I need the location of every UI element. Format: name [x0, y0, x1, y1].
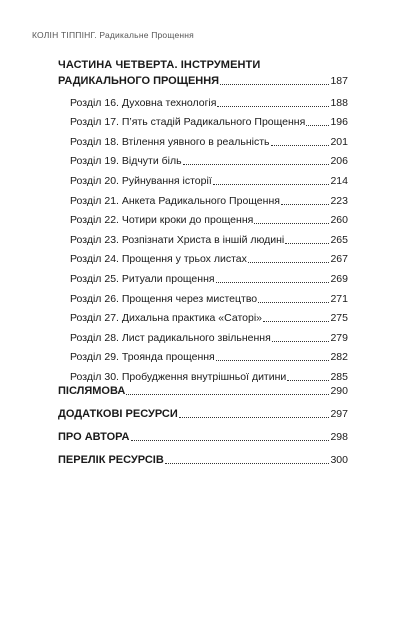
toc-entry-chapter[interactable]: [58, 129, 348, 149]
toc-entry-chapter[interactable]: [58, 90, 348, 110]
page-number: 269: [330, 272, 348, 285]
dot-leader: [216, 360, 330, 361]
dot-leader: [248, 262, 330, 263]
toc-entry-chapter[interactable]: [58, 149, 348, 169]
toc-entry-label: Розділ 29. Троянда прощення: [70, 351, 215, 364]
chapter-list: [58, 90, 348, 384]
dot-leader: [271, 145, 330, 146]
running-head: КОЛІН ТІППІНГ. Радикальне Прощення: [32, 30, 194, 40]
page-number: 196: [330, 116, 348, 129]
page-number: 187: [330, 75, 348, 87]
page-number: 260: [330, 214, 348, 227]
page-number: 188: [330, 96, 348, 109]
toc-entry-chapter[interactable]: [58, 266, 348, 286]
toc-entry-backmatter[interactable]: [58, 398, 348, 421]
dot-leader: [285, 243, 329, 244]
toc-entry-label: Розділ 19. Відчути біль: [70, 155, 182, 168]
dot-leader: [213, 184, 330, 185]
dot-leader: [183, 164, 330, 165]
toc-entry-label: ДОДАТКОВІ РЕСУРСИ: [58, 408, 178, 420]
page-number: 265: [330, 233, 348, 246]
dot-leader: [281, 204, 330, 205]
toc-entry-chapter[interactable]: [58, 345, 348, 365]
page-number: 298: [330, 431, 348, 443]
dot-leader: [254, 223, 329, 224]
toc-entry-label: Розділ 24. Прощення у трьох листах: [70, 253, 247, 266]
page-number: 279: [330, 331, 348, 344]
toc-entry-label: Розділ 17. П’ять стадій Радикального Прощення: [70, 116, 306, 129]
toc-entry-label: Розділ 20. Руйнування історії: [70, 174, 212, 187]
page-number: 275: [330, 312, 348, 325]
toc-entry-chapter[interactable]: [58, 325, 348, 345]
toc-entry-label: Розділ 25. Ритуали прощення: [70, 272, 215, 285]
toc-entry-backmatter[interactable]: [58, 444, 348, 467]
page-number: 206: [330, 155, 348, 168]
page-number: 214: [330, 174, 348, 187]
backmatter-list: [58, 375, 348, 467]
page-number: 282: [330, 351, 348, 364]
toc-entry-label: Розділ 27. Дихальна практика «Саторі»: [70, 312, 262, 325]
toc-entry-label: Розділ 22. Чотири кроки до прощення: [70, 214, 254, 227]
toc-entry-label: Розділ 30. Пробудження внутрішньої дитини: [70, 370, 287, 383]
page-number: 290: [330, 385, 348, 397]
toc-entry-label: ПІСЛЯМОВА: [58, 385, 126, 397]
dot-leader: [165, 463, 330, 464]
table-of-contents: [58, 58, 348, 384]
page-number: 300: [330, 454, 348, 466]
toc-entry-chapter[interactable]: [58, 286, 348, 306]
dot-leader: [306, 125, 329, 126]
toc-entry-label: ПЕРЕЛІК РЕСУРСІВ: [58, 454, 164, 466]
page-number: 201: [330, 135, 348, 148]
toc-entry-chapter[interactable]: [58, 168, 348, 188]
page-number: 271: [330, 292, 348, 305]
toc-entry-label: Розділ 26. Прощення через мистецтво: [70, 292, 258, 305]
page-number: 267: [330, 253, 348, 266]
dot-leader: [220, 84, 329, 85]
part-title-line2: РАДИКАЛЬНОГО ПРОЩЕННЯ: [58, 75, 220, 87]
toc-entry-backmatter[interactable]: [58, 375, 348, 398]
toc-entry-chapter[interactable]: [58, 227, 348, 247]
toc-entry-part[interactable]: [58, 72, 348, 88]
part-title-line1: ЧАСТИНА ЧЕТВЕРТА. ІНСТРУМЕНТИ: [58, 59, 261, 71]
toc-entry-label: ПРО АВТОРА: [58, 431, 130, 443]
dot-leader: [258, 302, 329, 303]
toc-entry-chapter[interactable]: [58, 247, 348, 267]
toc-entry-label: Розділ 23. Розпізнати Христа в іншій людині: [70, 233, 285, 246]
dot-leader: [126, 394, 329, 395]
toc-entry-chapter[interactable]: [58, 306, 348, 326]
dot-leader: [131, 440, 330, 441]
page-number: 285: [330, 370, 348, 383]
toc-entry-label: Розділ 18. Втілення уявного в реальність: [70, 135, 270, 148]
dot-leader: [217, 106, 329, 107]
dot-leader: [216, 282, 330, 283]
toc-entry-chapter[interactable]: [58, 188, 348, 208]
toc-entry-label: Розділ 16. Духовна технологія: [70, 96, 217, 109]
toc-entry-label: Розділ 21. Анкета Радикального Прощення: [70, 194, 280, 207]
page-number: 223: [330, 194, 348, 207]
dot-leader: [179, 417, 330, 418]
toc-entry-chapter[interactable]: [58, 110, 348, 130]
dot-leader: [272, 341, 330, 342]
toc-entry-backmatter[interactable]: [58, 421, 348, 444]
toc-entry-chapter[interactable]: [58, 208, 348, 228]
page-number: 297: [330, 408, 348, 420]
toc-entry-label: Розділ 28. Лист радикального звільнення: [70, 331, 271, 344]
dot-leader: [263, 321, 329, 322]
